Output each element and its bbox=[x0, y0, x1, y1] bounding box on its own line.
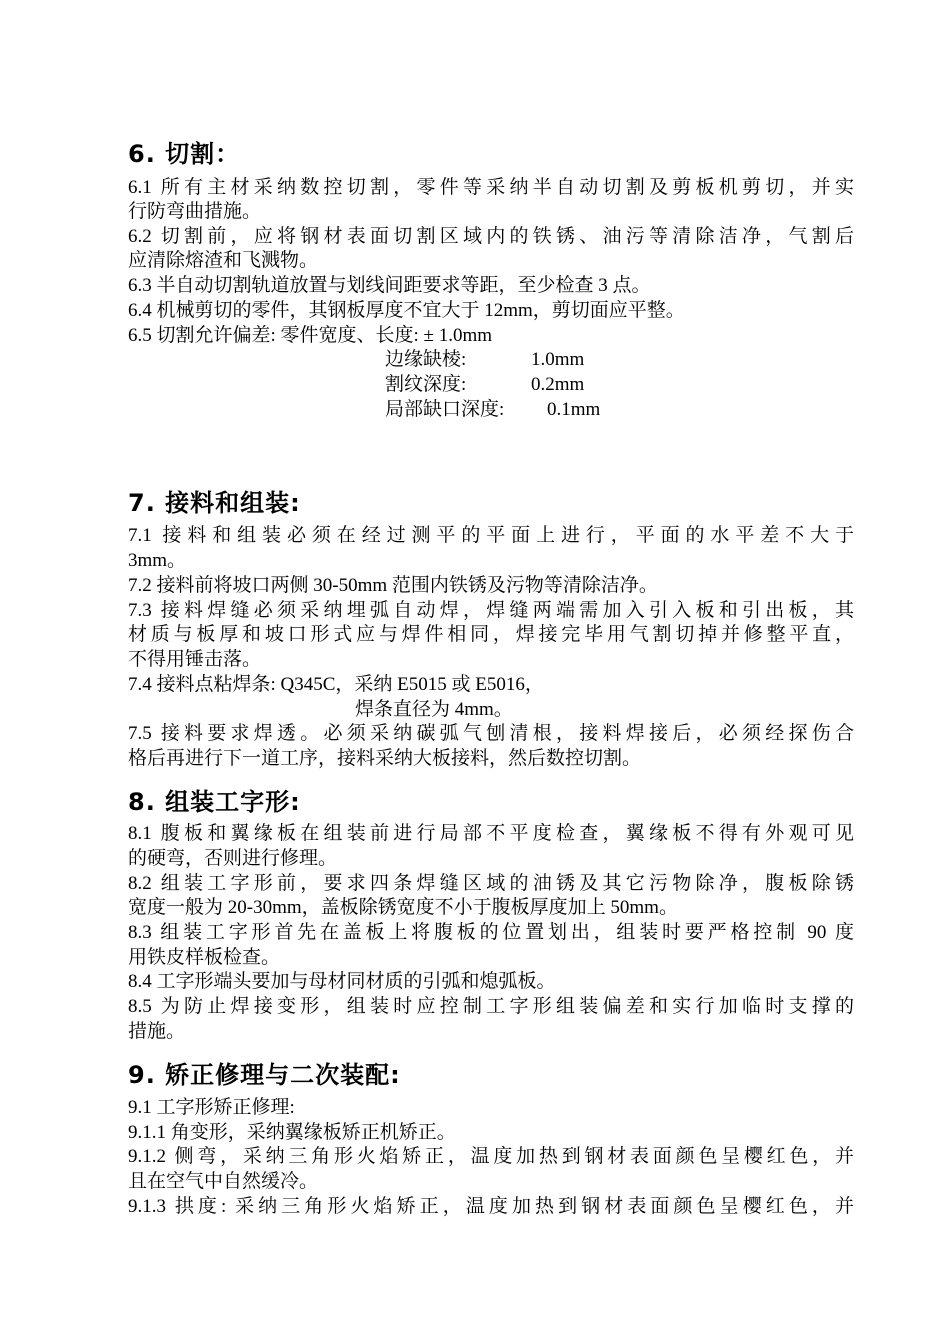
tolerance-label-2: 割纹深度: bbox=[385, 374, 467, 395]
s8-line-7: 8.4 工字形端头要加与母材同材质的引弧和熄弧板。 bbox=[128, 971, 556, 992]
s8-line-9: 措施。 bbox=[128, 1021, 186, 1042]
s8-line-1: 8.1 腹板和翼缘板在组装前进行局部不平度检查，翼缘板不得有外观可见 bbox=[128, 823, 854, 844]
s6-line-4: 应清除熔渣和飞溅物。 bbox=[128, 250, 319, 271]
s9-line-4: 且在空气中自然缓冷。 bbox=[128, 1171, 319, 1192]
s9-line-3: 9.1.2 侧弯，采纳三角形火焰矫正，温度加热到钢材表面颜色呈樱红色，并 bbox=[128, 1146, 854, 1167]
s7-line-6: 不得用锤击落。 bbox=[128, 649, 262, 670]
s9-line-5: 9.1.3 拱度: 采纳三角形火焰矫正，温度加热到钢材表面颜色呈樱红色，并 bbox=[128, 1196, 854, 1217]
tolerance-label-3: 局部缺口深度: bbox=[385, 399, 505, 420]
s8-line-8: 8.5 为防止焊接变形，组装时应控制工字形组装偏差和实行加临时支撑的 bbox=[128, 996, 854, 1017]
s6-line-5: 6.3 半自动切割轨道放置与划线间距要求等距，至少检查 3 点。 bbox=[128, 275, 651, 296]
s7-line-7: 7.4 接料点粘焊条: Q345C，采纳 E5015 或 E5016， bbox=[128, 674, 544, 695]
tolerance-value-3: 0.1mm bbox=[547, 399, 601, 420]
s8-line-2: 的硬弯，否则进行修理。 bbox=[128, 848, 338, 869]
tolerance-label-1: 边缘缺棱: bbox=[385, 349, 467, 370]
s8-line-5: 8.3 组装工字形首先在盖板上将腹板的位置划出，组装时要严格控制 90 度 bbox=[128, 922, 854, 943]
section-7-heading: 7. 接料和组装: bbox=[128, 489, 301, 517]
s7-line-3: 7.2 接料前将坡口两侧 30-50mm 范围内铁锈及污物等清除洁净。 bbox=[128, 575, 658, 596]
s7-line-8: 焊条直径为 4mm。 bbox=[355, 699, 513, 720]
section-8-heading: 8. 组装工字形: bbox=[128, 788, 301, 816]
s6-line-7: 6.5 切割允许偏差: 零件宽度、长度: ± 1.0mm bbox=[128, 325, 493, 346]
s9-line-1: 9.1 工字形矫正修理: bbox=[128, 1097, 295, 1118]
s7-line-1: 7.1 接料和组装必须在经过测平的平面上进行，平面的水平差不大于 bbox=[128, 525, 854, 546]
s6-line-6: 6.4 机械剪切的零件，其钢板厚度不宜大于 12mm，剪切面应平整。 bbox=[128, 300, 685, 321]
s8-line-3: 8.2 组装工字形前，要求四条焊缝区域的油锈及其它污物除净，腹板除锈 bbox=[128, 873, 854, 894]
s6-line-1: 6.1 所有主材采纳数控切割，零件等采纳半自动切割及剪板机剪切，并实 bbox=[128, 177, 854, 198]
s7-line-9: 7.5 接料要求焊透。必须采纳碳弧气刨清根，接料焊接后，必须经探伤合 bbox=[128, 723, 854, 744]
s8-line-4: 宽度一般为 20-30mm，盖板除锈宽度不小于腹板厚度加上 50mm。 bbox=[128, 897, 678, 918]
section-6-heading: 6. 切割： bbox=[128, 140, 241, 168]
s7-line-4: 7.3 接料焊缝必须采纳埋弧自动焊，焊缝两端需加入引入板和引出板，其 bbox=[128, 600, 854, 621]
s6-line-2: 行防弯曲措施。 bbox=[128, 201, 262, 222]
s9-line-2: 9.1.1 角变形，采纳翼缘板矫正机矫正。 bbox=[128, 1122, 456, 1143]
s7-line-5: 材质与板厚和坡口形式应与焊件相同，焊接完毕用气割切掉并修整平直， bbox=[128, 624, 854, 645]
tolerance-value-2: 0.2mm bbox=[531, 374, 585, 395]
section-9-heading: 9. 矫正修理与二次装配: bbox=[128, 1061, 401, 1089]
s8-line-6: 用铁皮样板检查。 bbox=[128, 947, 281, 968]
s6-line-3: 6.2 切割前，应将钢材表面切割区域内的铁锈、油污等清除洁净，气割后 bbox=[128, 226, 854, 247]
s7-line-2: 3mm。 bbox=[128, 550, 187, 571]
tolerance-value-1: 1.0mm bbox=[531, 349, 585, 370]
s7-line-10: 格后再进行下一道工序，接料采纳大板接料，然后数控切割。 bbox=[128, 748, 642, 769]
